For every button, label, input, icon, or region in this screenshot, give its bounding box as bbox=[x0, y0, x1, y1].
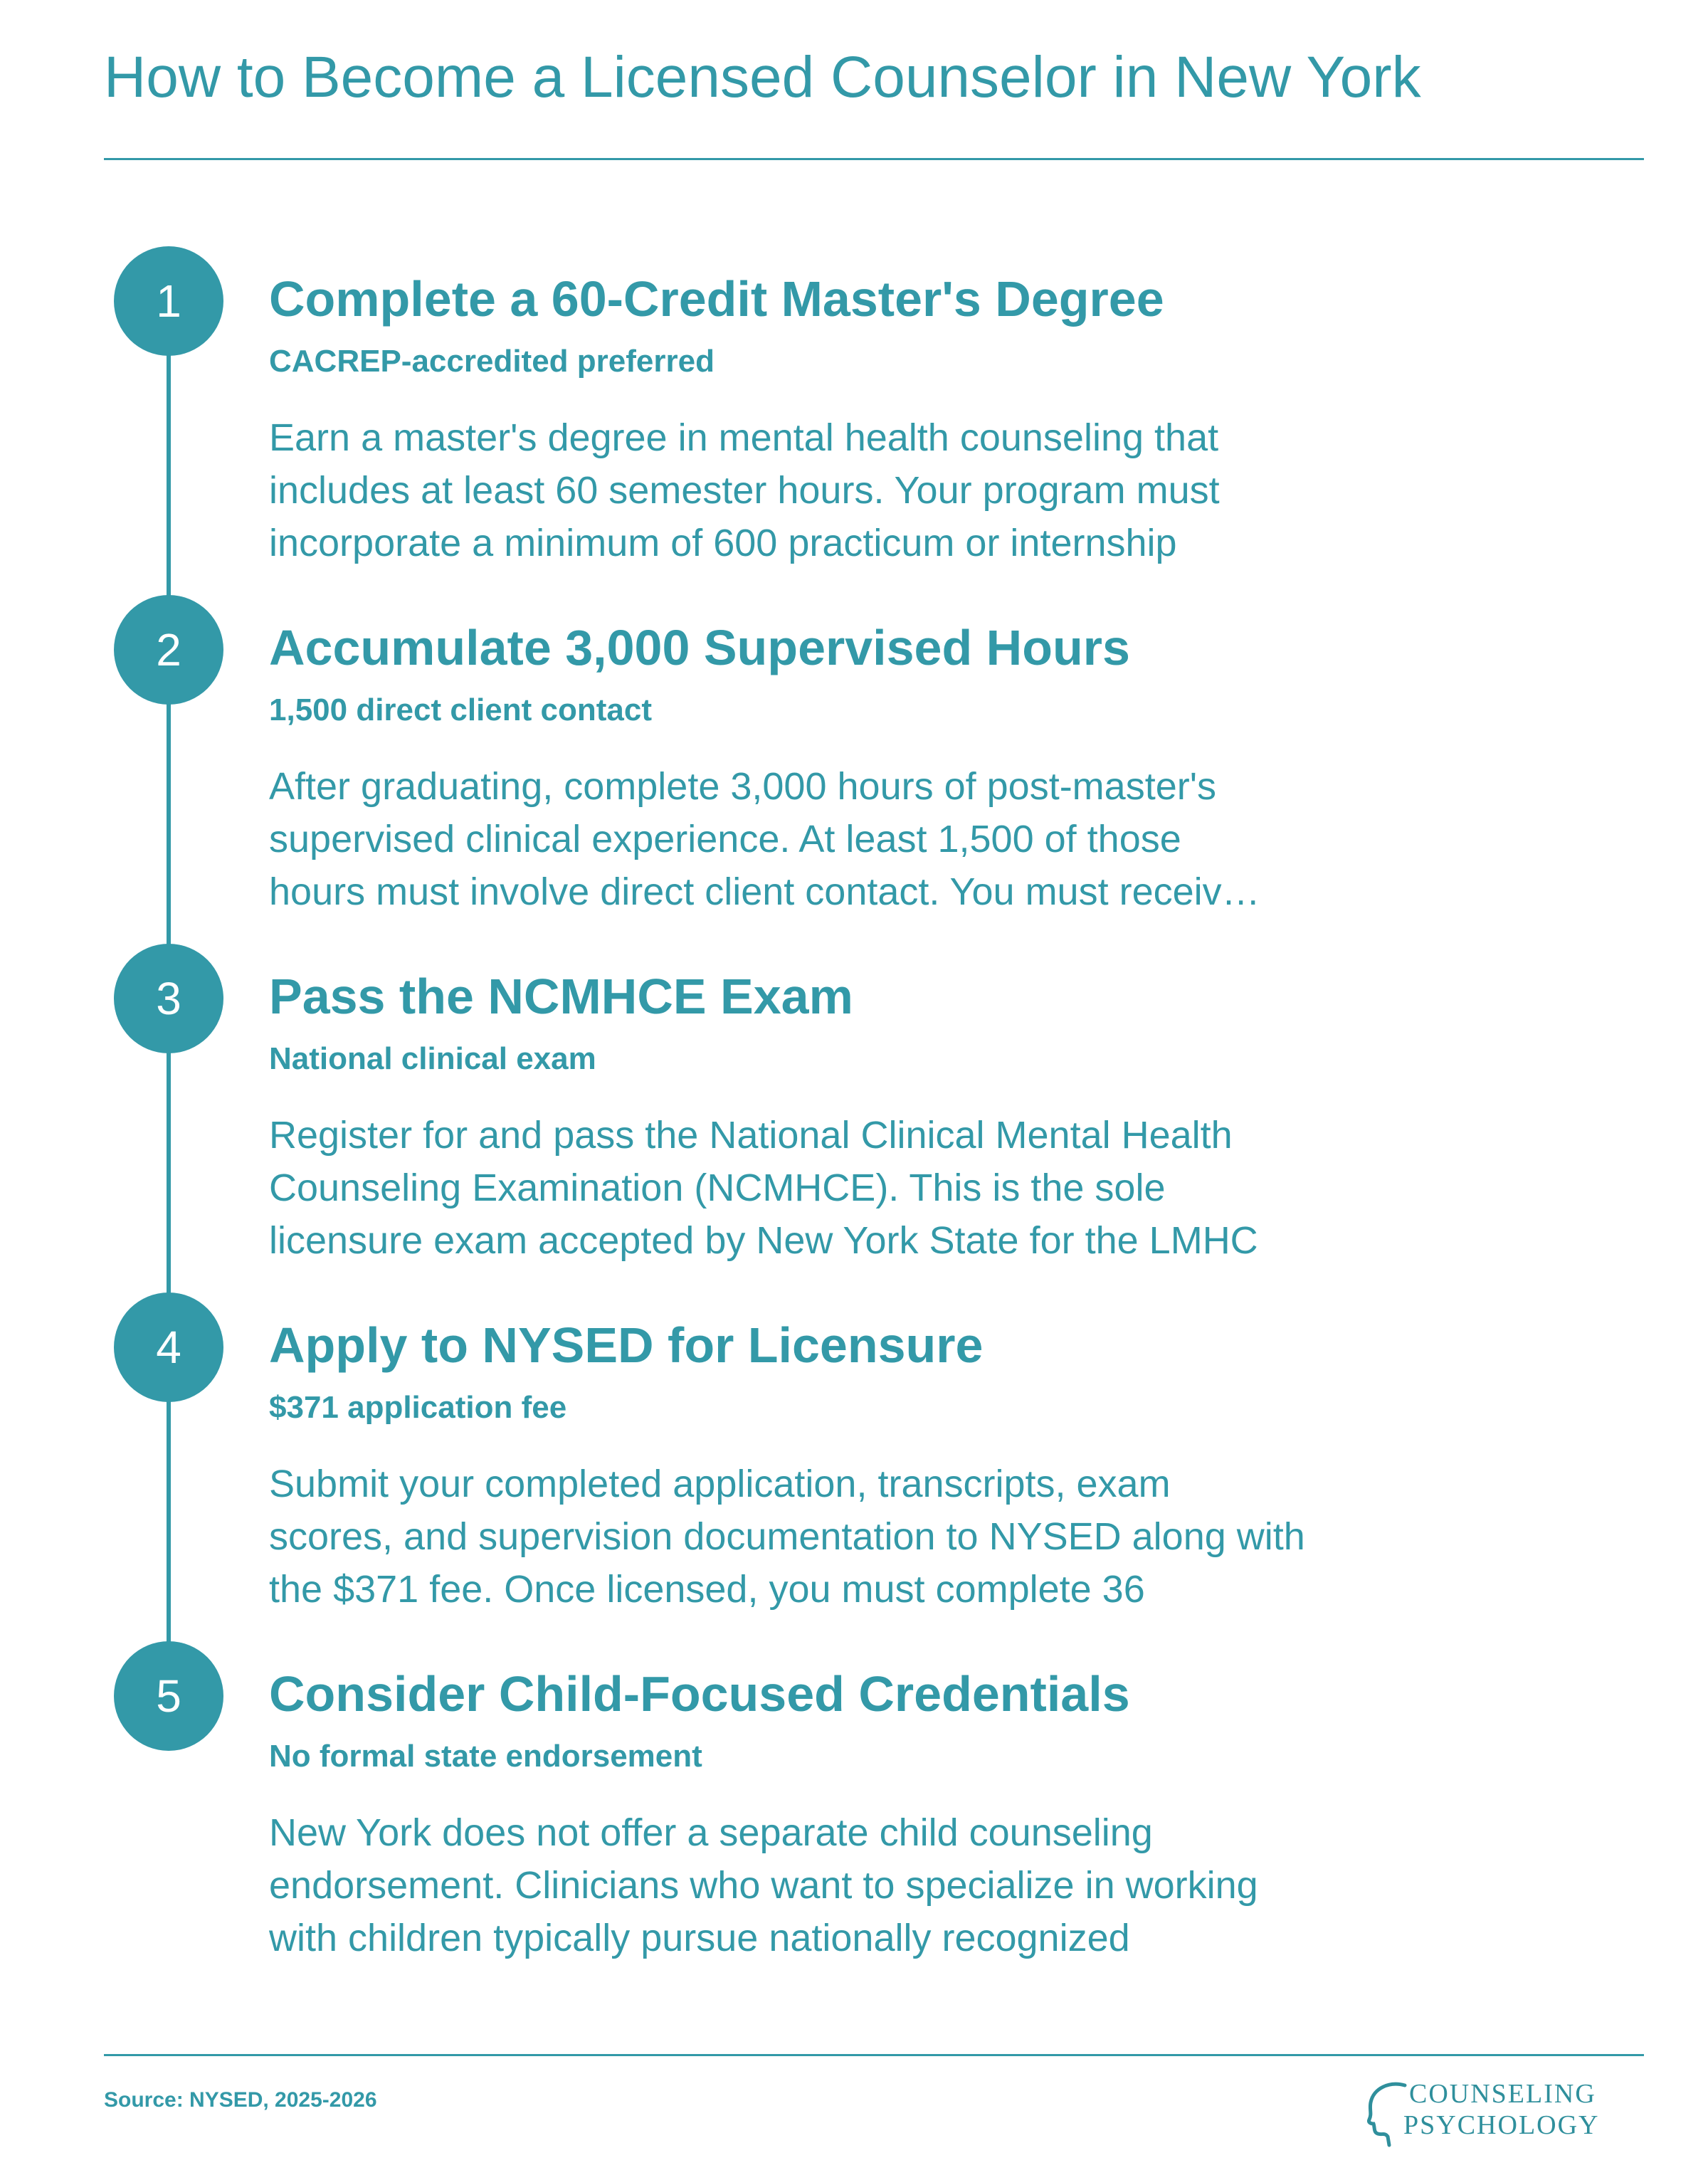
step-description bbox=[269, 760, 1408, 918]
step-description-line: the $371 fee. Once licensed, you must complete 36 bbox=[269, 1568, 1145, 1611]
step-description bbox=[269, 1458, 1408, 1616]
source-note: Source: NYSED, 2025-2026 bbox=[104, 2088, 377, 2112]
step-description-line: licensure exam accepted by New York State for the LMHC bbox=[269, 1219, 1258, 1262]
step-number-badge: 5 bbox=[114, 1641, 223, 1751]
step-description bbox=[269, 411, 1408, 569]
step-number-badge: 3 bbox=[114, 944, 223, 1053]
step-description bbox=[269, 1109, 1408, 1267]
step-description-line: Submit your completed application, transcripts, exam bbox=[269, 1463, 1171, 1505]
step-description-line: Earn a master's degree in mental health counseling that bbox=[269, 416, 1219, 459]
step-title: Complete a 60-Credit Master's Degree bbox=[269, 271, 1164, 327]
step-title: Apply to NYSED for Licensure bbox=[269, 1317, 984, 1373]
step-description-line: After graduating, complete 3,000 hours of post-master's bbox=[269, 765, 1217, 808]
footer-divider bbox=[104, 2054, 1644, 2056]
logo-text-psychology: PSYCHOLOGY bbox=[1403, 2110, 1600, 2140]
step-number-badge: 4 bbox=[114, 1292, 223, 1402]
title-divider bbox=[104, 158, 1644, 160]
step-title: Pass the NCMHCE Exam bbox=[269, 969, 853, 1024]
step-description bbox=[269, 1806, 1408, 1964]
step-description-line: Register for and pass the National Clinical Mental Health bbox=[269, 1114, 1233, 1157]
step-title: Accumulate 3,000 Supervised Hours bbox=[269, 620, 1130, 675]
step-subtitle: CACREP-accredited preferred bbox=[269, 344, 715, 379]
step-title: Consider Child-Focused Credentials bbox=[269, 1666, 1130, 1722]
step-description-line: incorporate a minimum of 600 practicum or internship bbox=[269, 522, 1177, 564]
step-subtitle: $371 application fee bbox=[269, 1390, 567, 1425]
logo-text-counseling: COUNSELING bbox=[1409, 2079, 1596, 2109]
step-description-line: endorsement. Clinicians who want to specialize in working bbox=[269, 1864, 1258, 1907]
counseling-psychology-logo bbox=[1361, 2078, 1638, 2149]
step-description-line: includes at least 60 semester hours. Your program must bbox=[269, 469, 1220, 512]
step-number-badge: 1 bbox=[114, 246, 223, 356]
page-title: How to Become a Licensed Counselor in New York bbox=[104, 45, 1421, 110]
step-description-line: hours must involve direct client contact. You must receiv… bbox=[269, 870, 1260, 913]
step-subtitle: National clinical exam bbox=[269, 1041, 596, 1076]
step-description-line: with children typically pursue nationally recognized bbox=[269, 1917, 1130, 1959]
step-subtitle: No formal state endorsement bbox=[269, 1739, 702, 1774]
step-description-line: supervised clinical experience. At least 1,500 of those bbox=[269, 818, 1181, 860]
step-number-badge: 2 bbox=[114, 595, 223, 705]
step-subtitle: 1,500 direct client contact bbox=[269, 693, 652, 727]
step-description-line: Counseling Examination (NCMHCE). This is the sole bbox=[269, 1167, 1166, 1209]
step-description-line: New York does not offer a separate child counseling bbox=[269, 1811, 1153, 1854]
step-description-line: scores, and supervision documentation to NYSED along with bbox=[269, 1515, 1305, 1558]
